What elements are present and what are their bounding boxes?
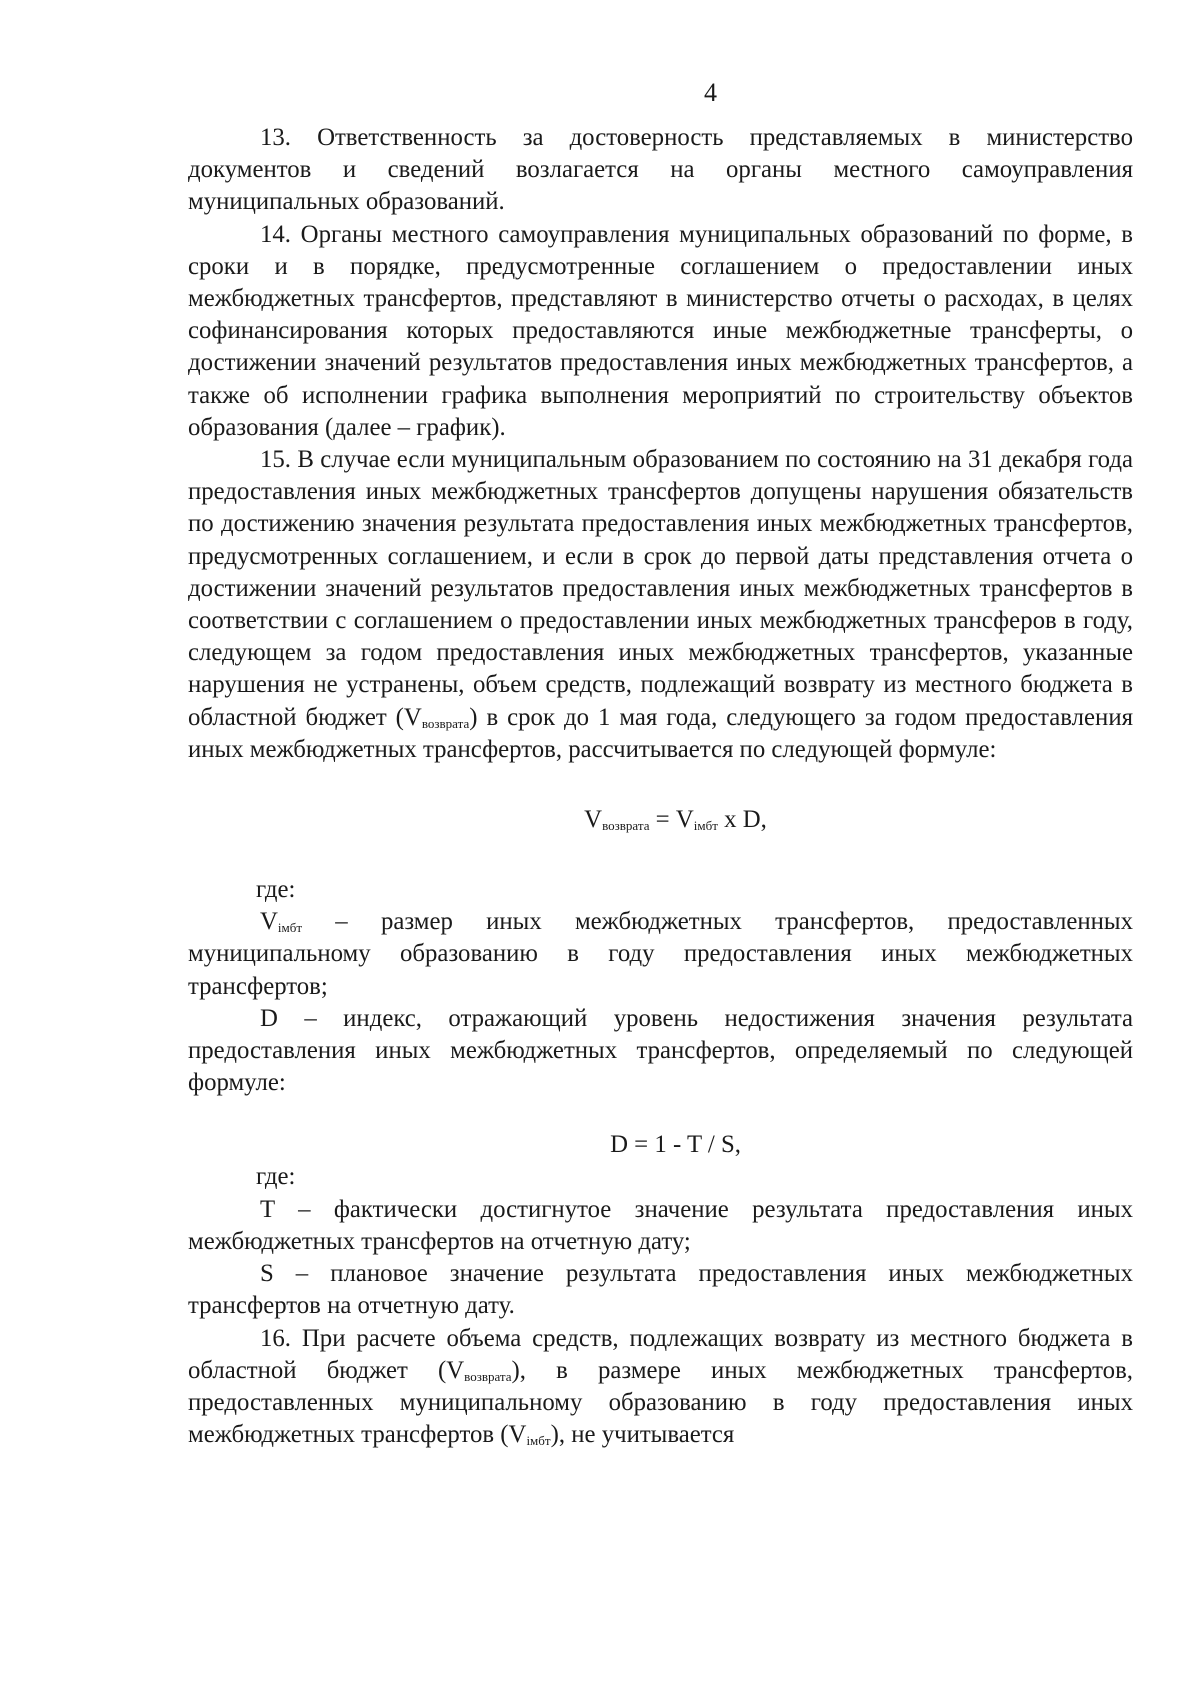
definition-d: D – индекс, отражающий уровень недостижения значения результата предоставления иных межбюджетных трансфертов, определяемый по следующей формуле: xyxy=(188,1004,1133,1097)
paragraph-16: 16. При расчете объема средств, подлежащих возврату из местного бюджета в областной бюджет $(V_{возврата})$, в размере иных межбюджетных трансфертов, предоставленных муниципальному образованию в году предоставления иных межбюджетных трансфертов $(V_{iмбт})$, не учитывается xyxy=(188,1324,1133,1449)
paragraph-15-part2: ) в срок до 1 мая года, следующего за годом предоставления иных межбюджетных трансфертов, рассчитывается по следующей формуле: xyxy=(188,703,1133,763)
formula-return-volume: $V_{возврата} = V_{iмбт}$ x D, xyxy=(584,806,767,834)
definition-v-imbt: $V_{iмбт}$ – размер иных межбюджетных трансфертов, предоставленных муниципальному образованию в году предоставления иных межбюджетных трансфертов; xyxy=(188,908,1133,1000)
paragraph-15 xyxy=(188,444,1133,766)
where-label-2: где: xyxy=(256,1163,296,1191)
formula-index-d: D = 1 - T / S, xyxy=(610,1131,741,1159)
where-label-1: где: xyxy=(256,876,296,904)
paragraph-14: 14. Органы местного самоуправления муниципальных образований по форме, в сроки и в порядке, предусмотренные соглашением о предоставлении иных межбюджетных трансфертов, представляют в министерство отчеты о расходах, в целях софинансирования которых предоставляются иные межбюджетные трансферты, о достижении значений результатов предоставления иных межбюджетных трансфертов, а также об исполнении графика выполнения мероприятий по строительству объектов образования (далее – график). xyxy=(188,220,1133,441)
paragraph-15-part1: 15. В случае если муниципальным образованием по состоянию на 31 декабря года предоставления иных межбюджетных трансфертов допущены нарушения обязательств по достижению значения результата предоставления иных межбюджетных трансфертов, предусмотренных соглашением, и если в срок до первой даты представления отчета о достижении значений результатов предоставления иных межбюджетных трансфертов в соответствии с соглашением о предоставлении иных межбюджетных трансферов в году, следующем за годом предоставления иных межбюджетных трансфертов, указанные нарушения не устранены, объем средств, подлежащий возврату из местного бюджета в областной бюджет (V xyxy=(188,446,1133,731)
page-number: 4 xyxy=(704,78,717,107)
subscript-return: возврата xyxy=(421,715,470,731)
document-page xyxy=(188,78,1133,1451)
paragraph-13: 13. Ответственность за достоверность представляемых в министерство документов и сведений возлагается на органы местного самоуправления муниципальных образований. xyxy=(188,124,1133,216)
definition-t: T – фактически достигнутое значение результата предоставления иных межбюджетных трансфертов на отчетную дату; xyxy=(188,1195,1133,1255)
definition-s: S – плановое значение результата предоставления иных межбюджетных трансфертов на отчетную дату. xyxy=(188,1260,1133,1320)
